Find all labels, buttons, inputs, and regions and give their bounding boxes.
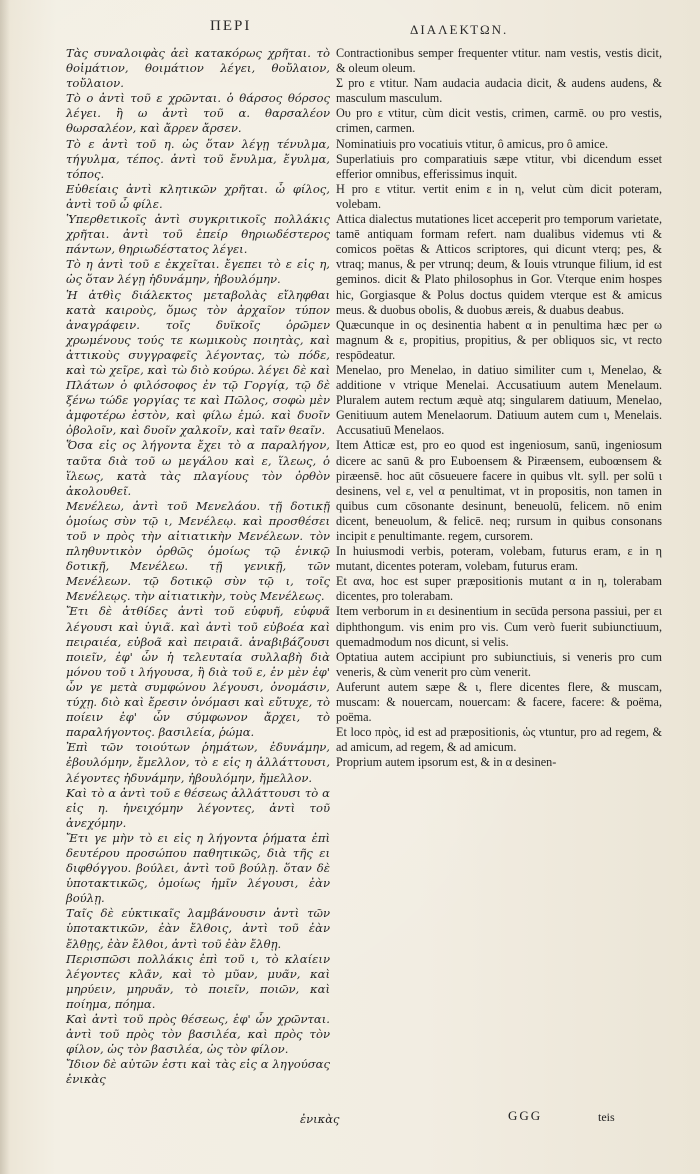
spine-shadow <box>0 0 10 1174</box>
latin-paragraph: Item verborum in ει desinentium in secūda persona passiui, per ει diphthongum. vis enim pro vis. Cum verò fuerit subiunctiuum, quemadmodum nos dicunt, si velis. <box>336 604 662 649</box>
greek-paragraph: Ὅσα εἰς ος λήγοντα ἔχει τὸ α παραλήγον, ταῦτα διὰ τοῦ ω μεγάλου καὶ ε, ἵλεως, ὁ ἵλεως, κατὰ τὰς πλαγίους τὸν ὀρθὸν ἀκολουθεῖ. <box>66 438 330 498</box>
running-head-left: ΠΕΡΙ <box>210 18 252 34</box>
latin-paragraph: Et ανα, hoc est super præpositionis mutant α in η, tolerabam dicentes, pro tolerabam. <box>336 574 662 604</box>
latin-paragraph: Contractionibus semper frequenter vtitur. nam vestis, vestis dicit, & oleum oleum. <box>336 46 662 76</box>
latin-paragraph: In huiusmodi verbis, poteram, volebam, futurus eram, ε in η mutant, dicentes poteram, volebam, futurus eram. <box>336 544 662 574</box>
greek-paragraph: Καὶ ἀντὶ τοῦ πρὸς θέσεως, ἐφ' ὧν χρῶνται. ἀντὶ τοῦ πρὸς τὸν βασιλέα, καὶ πρὸς τὸν φίλον, ὡς τὸν βασιλέα, ὡς τὸν φίλον. <box>66 1012 330 1057</box>
latin-paragraph: Item Atticæ est, pro eo quod est ingeniosum, sanū, ingeniosum dicere ac sanū & pro Euboensem & Piræensem, euboœnsem & piræensē. hoc aūt cōsueuere facere in quibus vlt. syll. per solū ι desinens, vel ε, vel α penultimat, vt in propositis, non tamen in quibus cum cōsonante desinunt, beneuolū, felicem. nō enim dicent, beneuolum, & felicē. neq; rursum in quibus consonans incipit ε penultimante. regem, cursorem. <box>336 438 662 543</box>
greek-paragraph: Τὸ ο ἀντὶ τοῦ ε χρῶνται. ὁ θάρσος θόρσος λέγει. ἢ ω ἀντὶ τοῦ α. θαρσαλέον θωρσαλέον, καὶ ἄρρεν ἄρσεν. <box>66 91 330 136</box>
greek-paragraph: Καὶ τὸ α ἀντὶ τοῦ ε θέσεως ἀλλάττουσι τὸ α εἰς η. ἠνειχόμην λέγοντες, ἀντὶ τοῦ ἀνεχόμην. <box>66 785 330 830</box>
latin-paragraph: Auferunt autem sæpe & ι, flere dicentes flere, & muscam, muscam: & nouercam, nouercam: & facere, facere: & poëma, poëma. <box>336 679 662 725</box>
greek-paragraph: Τὸ η ἀντὶ τοῦ ε ἐκχεῖται. ἔγεπει τὸ ε εἰς η, ὡς ὅταν λέγῃ ἠδυνάμην, ἠβουλόμην. <box>66 257 330 287</box>
latin-paragraph: Optatiua autem accipiunt pro subiunctiuis, si veneris pro cum veneris, & cùm venerit pro cùm venerit. <box>336 649 662 679</box>
latin-paragraph: Nominatiuis pro vocatiuis vtitur, ô amicus, pro ô amice. <box>336 136 608 151</box>
latin-paragraph: Η pro ε vtitur. vertit enim ε in η, velut cùm dicit poteram, volebam. <box>336 181 662 211</box>
greek-paragraph: Τὰς συναλοιφὰς ἀεὶ κατακόρως χρῆται. τὸ θοἰμάτιον, θοιμάτιον λέγει, θοὔλαιον, τοὔλαιον. <box>66 46 330 91</box>
signature-mark: GGG <box>508 1108 543 1123</box>
latin-paragraph: Σ pro ε vtitur. Nam audacia audacia dicit, & audens audens, & masculum masculum. <box>336 76 662 106</box>
latin-paragraph: Proprium autem ipsorum est, & in α desinen- <box>336 755 557 770</box>
latin-paragraph: Ου pro ε vtitur, cùm dicit vestis, crimen, carmē. ου pro vestis, crimen, carmen. <box>336 106 662 136</box>
latin-paragraph: Menelao, pro Menelao, in datiuo similiter cum ι, Menelao, & additione ν vtrique Menelai. Accusatiuum autem Menelaum. Pluralem autem rectum æquè atq; singularem datiuum, Menelao, Genitiuum autem Menelaorum. Datiuum autem cum ι, Menelais. Accusatiuū Menelaos. <box>336 362 662 438</box>
greek-paragraph: Ἴδιον δὲ αὐτῶν ἐστι καὶ τὰς εἰς α ληγούσας ἐνικὰς <box>66 1057 330 1087</box>
greek-paragraph: Ἐπὶ τῶν τοιούτων ῥημάτων, ἐδυνάμην, ἐβουλόμην, ἔμελλον, τὸ ε εἰς η ἀλλάττουσι, λέγοντες ἠδυνάμην, ἠβουλόμην, ἤμελλον. <box>66 740 330 785</box>
running-head-right: ΔΙΑΛΕΚΤΩΝ. <box>410 22 509 37</box>
latin-paragraph: Et loco πρὸς, id est ad præpositionis, ὡς vtuntur, pro ad regem, & ad amicum, ad regem, & ad amicum. <box>336 725 662 755</box>
latin-paragraph: Quæcunque in ος desinentia habent α in penultima hæc per ω magnum & ε, propitius, propitius, & per obliquos sic, vt recto respōdeatur. <box>336 317 662 362</box>
greek-paragraph: Περισπῶσι πολλάκις ἐπὶ τοῦ ι, τὸ κλαίειν λέγοντες κλᾶν, καὶ τὸ μῦαν, μυᾶν, καὶ μηρύειν, μηρυᾶν, τὸ ποιεῖν, ποιῶν, καὶ ποίημα, πόημα. <box>66 951 330 1011</box>
greek-paragraph: Ἡ ἀτθὶς διάλεκτος μεταβολὰς εἴληφθαι κατὰ καιροὺς, ὅμως τὸν ἀρχαῖον τύπον ἀναγράφειν. τοῖς δυϊκοῖς ὁρῶμεν χρωμένους τούς τε κωμικοὺς ποιητὰς, καὶ ἀττικοὺς συγγραφεῖς λέγοντας, τὼ πόδε, καὶ τὼ χεῖρε, καὶ τὼ διὸ κούρω. λέγει δὲ καὶ Πλάτων ὁ φιλόσοφος ἐν τῷ Γοργίᾳ, τῷ δὲ ξένω τώδε γοργίας τε καὶ Πῶλος, σοφὼ μὲν ἀμφοτέρω ἐστὸν, καὶ φίλω ἐμώ. καὶ δυοῖν ὀβολοῖν, καὶ δυοῖν χαλκοῖν, καὶ ταῖν θεαῖν. <box>66 287 330 438</box>
greek-paragraph: Εὐθείαις ἀντὶ κλητικῶν χρῆται. ὦ φίλος, ἀντὶ τοῦ ὦ φίλε. <box>66 181 330 211</box>
greek-column <box>66 46 330 1087</box>
latin-paragraph: Superlatiuis pro comparatiuis sæpe vtitur, vbi dicendum esset efferior omnibus, efferissimus inquit. <box>336 151 662 181</box>
catchword: teis <box>598 1110 615 1124</box>
greek-paragraph: Ὑπερθετικοῖς ἀντὶ συγκριτικοῖς πολλάκις χρῆται. ἀντὶ τοῦ ἐπείρ θηριωδέστερος πάντων, θηριωδέστατος λέγει. <box>66 212 330 257</box>
latin-column <box>336 46 662 771</box>
greek-paragraph: Μενέλεω, ἀντὶ τοῦ Μενελάου. τῇ δοτικῇ ὁμοίως σὺν τῷ ι, Μενέλεῳ. καὶ προσθέσει τοῦ ν πρὸς τὴν αἰτιατικὴν Μενέλεων. τὸν πληθυντικὸν ὀρθῶς ὁμοίως τῷ ἑνικῷ δοτικῇ, Μενέλεω. τῇ γενικῇ, τῶν Μενέλεων. τῷ δοτικῷ σὺν τῷ ι, τοῖς Μενέλεῳς. τὴν αἰτιατικὴν, τοὺς Μενέλεως. <box>66 498 330 604</box>
greek-paragraph: Ἔτι δὲ ἀτθίδες ἀντὶ τοῦ εὐφυῆ, εὐφυᾶ λέγουσι καὶ ὑγιᾶ. καὶ ἀντὶ τοῦ εὐβοέα καὶ πειραιέα, εὐβοᾶ καὶ πειραιᾶ. ἀναβιβάζουσι ποιεῖν, ἐφ' ὧν ἡ τελευταία συλλαβὴ διὰ μόνου τοῦ ι λήγουσα, ἢ διὰ τοῦ ε, ἐν μὲν ἐφ' ὧν γε μετὰ συμφώνου λέγουσι, ὀνομάσιν, τύχῃ. διὸ καὶ ἔρεσιν ὀνόμασι καὶ εὔτυχε, τὸ ποίειν ἐφ' ὧν σύμφωνον ἄρχει, τὸ παραλήγοντος. βασιλεία, ῥώμα. <box>66 604 330 740</box>
greek-paragraph: Ταῖς δὲ εὐκτικαῖς λαμβάνουσιν ἀντὶ τῶν ὑποτακτικῶν, ἐὰν ἔλθοις, ἀντὶ τοῦ ἐὰν ἔλθῃς, ἐὰν ἔλθοι, ἀντὶ τοῦ ἐὰν ἔλθῃ. <box>66 906 330 951</box>
greek-paragraph: Ἔτι γε μὴν τὸ ει εἰς η λήγοντα ῥήματα ἐπὶ δευτέρου προσώπου παθητικῶς, διὰ τῆς ει διφθόγγου. βούλει, ἀντὶ τοῦ βούλῃ. ὅταν δὲ ὑποτακτικῶς, ὁμοίως ἡμῖν λέγουσι, ἐὰν βούλῃ. <box>66 830 330 906</box>
latin-paragraph: Attica dialectus mutationes licet acceperit pro temporum varietate, tamē antiquam formam refert. nam dualibus videmus vti & comicos poëtas & Atticos scriptores, qui dicunt vterq; pes, & vtraq; manus, & per vtrunq; deum, & Iouis vtrunque filium, id est geminos. dicit & Plato philosophus in Gor. Vterque enim hospes hic, Gorgiasque & Polus doctus quidem vterque est & amicus meus. & duobus obolis, & duobus æreis, & duabus deabus. <box>336 212 662 317</box>
greek-paragraph: Τὸ ε ἀντὶ τοῦ η. ὡς ὅταν λέγῃ τένυλμα, τήγυλμα, τέπος. ἀντὶ τοῦ ἔνυλμα, ἔγυλμα, τόπος. <box>66 136 330 181</box>
greek-catchword: ἐνικὰς <box>300 1112 340 1126</box>
